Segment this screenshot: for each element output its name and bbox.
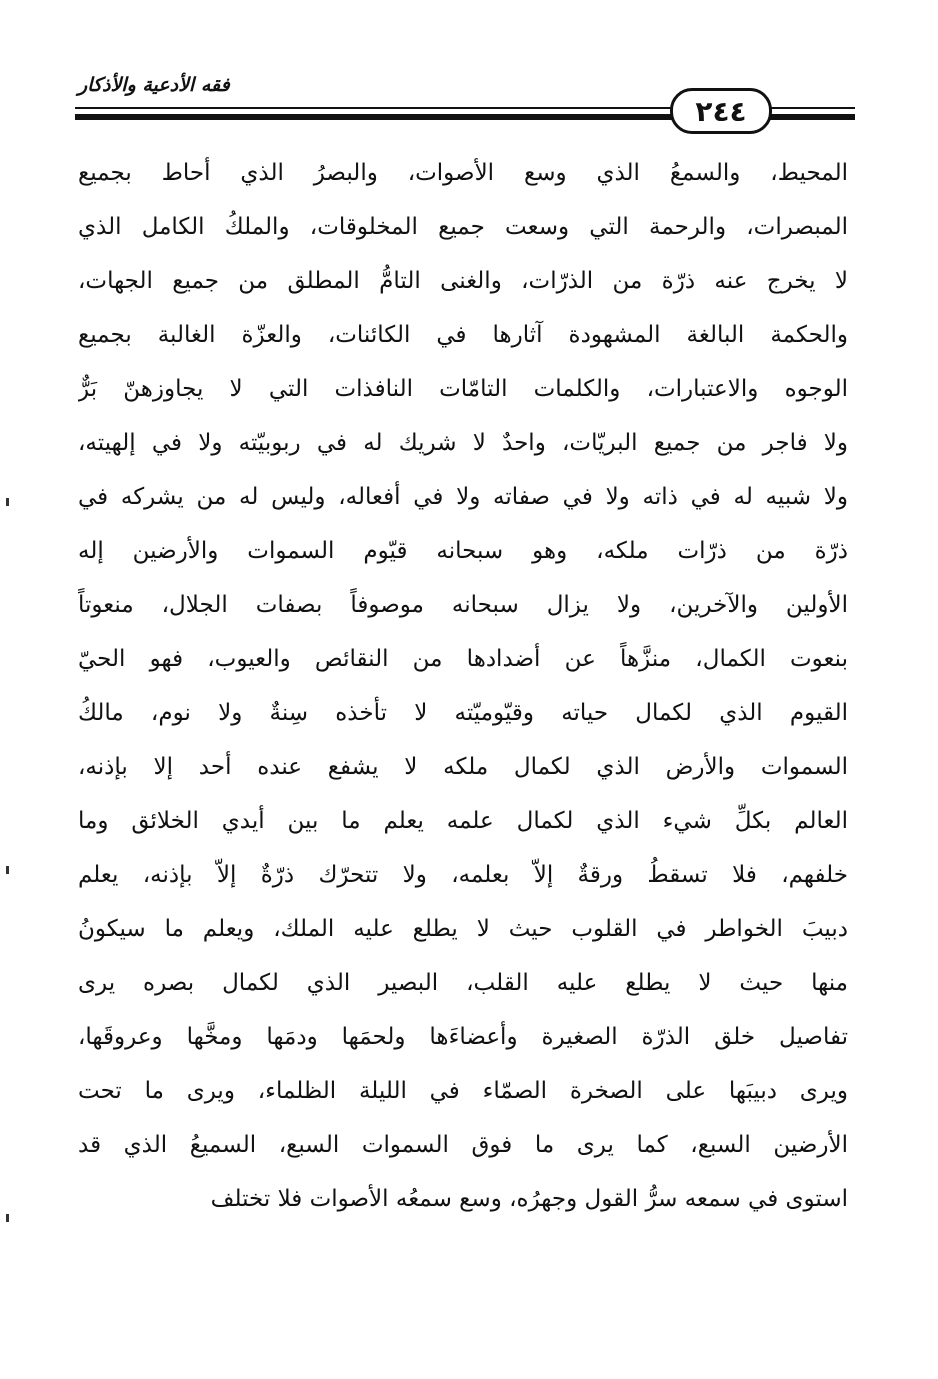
text-line: خلفهم، فلا تسقطُ ورقةٌ إلاّ بعلمه، ولا تتحرّك ذرّةٌ إلاّ بإذنه، يعلم — [78, 862, 848, 888]
text-line: منها حيث لا يطلع عليه القلب، البصير الذي لكمال بصره يرى — [78, 970, 848, 996]
text-line: الأرضين السبع، كما يرى ما فوق السموات السبع، السميعُ الذي قد — [78, 1132, 848, 1158]
text-line: الوجوه والاعتبارات، والكلمات التامّات النافذات التي لا يجاوزهنّ بَرٌّ — [78, 376, 848, 402]
text-line: ويرى دبيبَها على الصخرة الصمّاء في الليلة الظلماء، ويرى ما تحت — [78, 1078, 848, 1104]
text-line: المحيط، والسمعُ الذي وسع الأصوات، والبصرُ الذي أحاط بجميع — [78, 160, 848, 186]
text-line: ولا شبيه له في ذاته ولا في صفاته ولا في أفعاله، وليس له من يشركه في — [78, 484, 848, 510]
text-line: ذرّة من ذرّات ملكه، وهو سبحانه قيّوم السموات والأرضين إله — [78, 538, 848, 564]
scan-margin-mark — [6, 1214, 9, 1222]
text-line: تفاصيل خلق الذرّة الصغيرة وأعضاءَها ولحمَها ودمَها ومخَّها وعروقَها، — [78, 1024, 848, 1050]
text-line: العالم بكلِّ شيء الذي لكمال علمه يعلم ما بين أيدي الخلائق وما — [78, 808, 848, 834]
scan-margin-mark — [6, 866, 9, 874]
text-line: بنعوت الكمال، منزَّهاً عن أضدادها من النقائص والعيوب، فهو الحيّ — [78, 646, 848, 672]
text-line: المبصرات، والرحمة التي وسعت جميع المخلوقات، والملكُ الكامل الذي — [78, 214, 848, 240]
running-header-title: فقه الأدعية والأذكار — [78, 74, 230, 96]
text-line: لا يخرج عنه ذرّة من الذرّات، والغنى التامُّ المطلق من جميع الجهات، — [78, 268, 848, 294]
text-line: استوى في سمعه سرُّ القول وجهرُه، وسع سمعُه الأصوات فلا تختلف — [210, 1186, 848, 1212]
text-line: والحكمة البالغة المشهودة آثارها في الكائنات، والعزّة الغالبة بجميع — [78, 322, 848, 348]
text-line: السموات والأرض الذي لكمال ملكه لا يشفع عنده أحد إلا بإذنه، — [78, 754, 848, 780]
scan-margin-mark — [6, 498, 9, 506]
text-line: القيوم الذي لكمال حياته وقيّوميّته لا تأخذه سِنةٌ ولا نوم، مالكُ — [78, 700, 848, 726]
text-line: دبيبَ الخواطر في القلوب حيث لا يطلع عليه الملك، ويعلم ما سيكونُ — [78, 916, 848, 942]
page-number-badge: ٢٤٤ — [670, 88, 772, 134]
text-line: الأولين والآخرين، ولا يزال سبحانه موصوفاً بصفات الجلال، منعوتاً — [78, 592, 848, 618]
body-text — [78, 146, 848, 1226]
text-line: ولا فاجر من جميع البريّات، واحدٌ لا شريك له في ربوبيّته ولا في إلهيته، — [78, 430, 848, 456]
